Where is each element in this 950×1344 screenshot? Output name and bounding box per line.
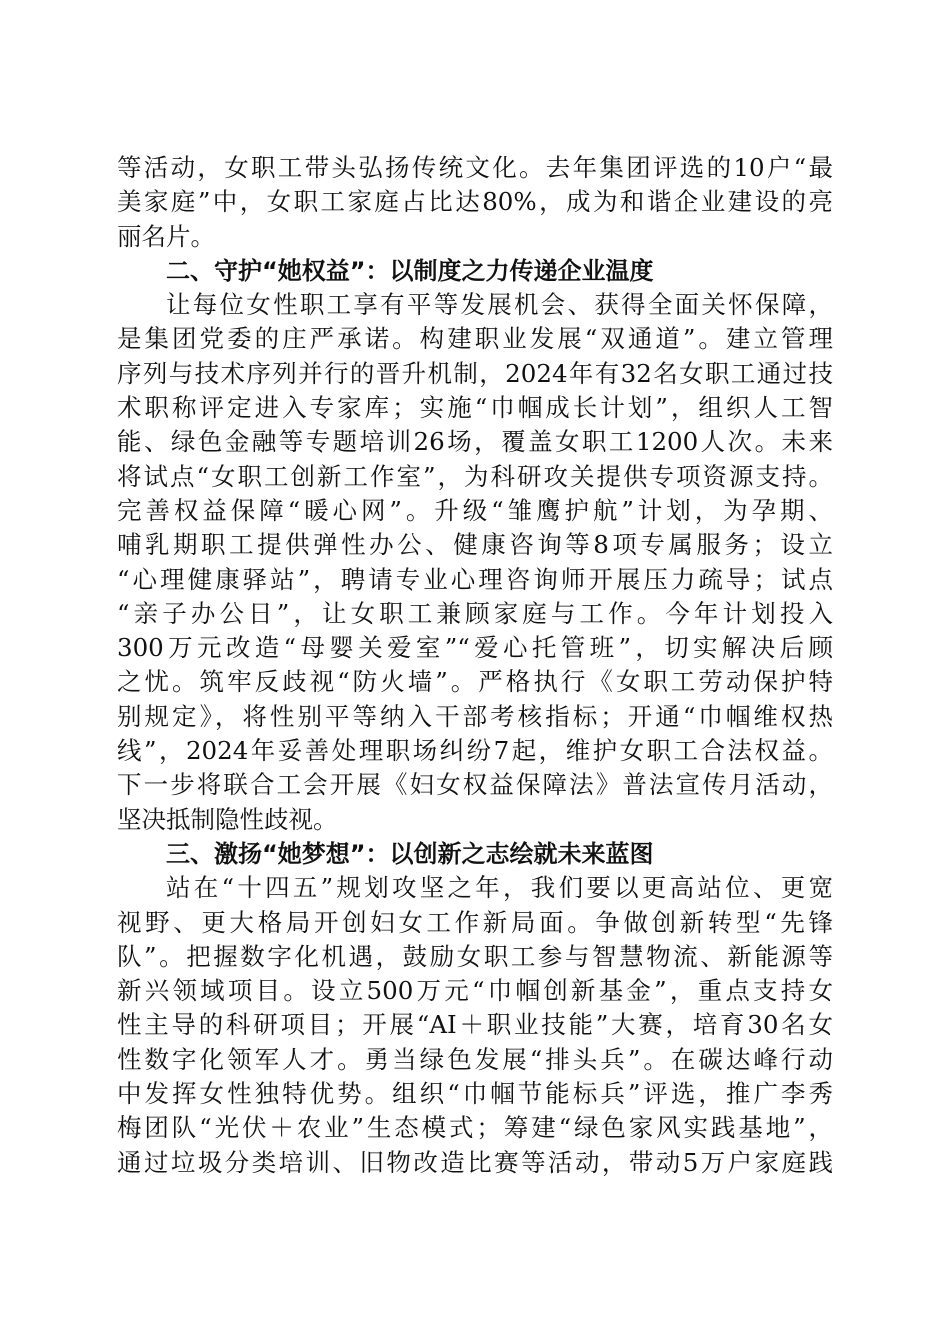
text-line: 是集团党委的庄严承诺。构建职业发展“双通道”。建立管理 xyxy=(117,324,833,354)
section-heading-3: 三、激扬“她梦想”：以创新之志绘就未来蓝图 xyxy=(166,839,654,868)
text-line: 美家庭”中，女职工家庭占比达80%，成为和谐企业建设的亮 xyxy=(117,187,833,217)
text-line: 队”。把握数字化机遇，鼓励女职工参与智慧物流、新能源等 xyxy=(117,941,833,971)
body-text xyxy=(117,151,833,1180)
text-line: 通过垃圾分类培训、旧物改造比赛等活动，带动5万户家庭践 xyxy=(117,1147,833,1177)
text-line: 能、绿色金融等专题培训26场，覆盖女职工1200人次。未来 xyxy=(117,427,833,457)
text-line: 性主导的科研项目；开展“AI＋职业技能”大赛，培育30名女 xyxy=(117,1010,833,1040)
text-line: 中发挥女性独特优势。组织“巾帼节能标兵”评选，推广李秀 xyxy=(117,1079,833,1109)
text-line: 梅团队“光伏＋农业”生态模式；筹建“绿色家风实践基地”， xyxy=(117,1113,833,1143)
text-line: 性数字化领军人才。勇当绿色发展“排头兵”。在碳达峰行动 xyxy=(117,1044,833,1074)
text-line: 等活动，女职工带头弘扬传统文化。去年集团评选的10户“最 xyxy=(117,153,833,182)
text-line: 站在“十四五”规划攻坚之年，我们要以更高站位、更宽 xyxy=(166,873,833,903)
text-line: 丽名片。 xyxy=(117,221,215,251)
section-heading-2: 二、守护“她权益”：以制度之力传递企业温度 xyxy=(166,256,654,285)
text-line: 序列与技术序列并行的晋升机制，2024年有32名女职工通过技 xyxy=(117,358,833,388)
text-line: 哺乳期职工提供弹性办公、健康咨询等8项专属服务；设立 xyxy=(117,530,833,560)
text-line: 新兴领域项目。设立500万元“巾帼创新基金”，重点支持女 xyxy=(117,976,833,1006)
text-line: 视野、更大格局开创妇女工作新局面。争做创新转型“先锋 xyxy=(117,907,833,937)
text-line: 坚决抵制隐性歧视。 xyxy=(117,804,338,834)
text-line: 线”，2024年妥善处理职场纠纷7起，维护女职工合法权益。 xyxy=(117,736,833,766)
text-line: 将试点“女职工创新工作室”，为科研攻关提供专项资源支持。 xyxy=(117,461,833,491)
text-line: 下一步将联合工会开展《妇女权益保障法》普法宣传月活动， xyxy=(117,770,833,800)
text-line: “亲子办公日”，让女职工兼顾家庭与工作。今年计划投入 xyxy=(117,598,833,628)
text-line: 别规定》，将性别平等纳入干部考核指标；开通“巾帼维权热 xyxy=(117,701,833,731)
text-line: 让每位女性职工享有平等发展机会、获得全面关怀保障， xyxy=(166,290,833,320)
text-line: 术职称评定进入专家库；实施“巾帼成长计划”，组织人工智 xyxy=(117,393,833,423)
text-line: 300万元改造“母婴关爱室”“爱心托管班”，切实解决后顾 xyxy=(117,633,833,663)
text-line: 之忧。筑牢反歧视“防火墙”。严格执行《女职工劳动保护特 xyxy=(117,667,833,697)
text-line: 完善权益保障“暖心网”。升级“雏鹰护航”计划，为孕期、 xyxy=(117,495,833,525)
text-line: “心理健康驿站”，聘请专业心理咨询师开展压力疏导；试点 xyxy=(117,564,833,594)
